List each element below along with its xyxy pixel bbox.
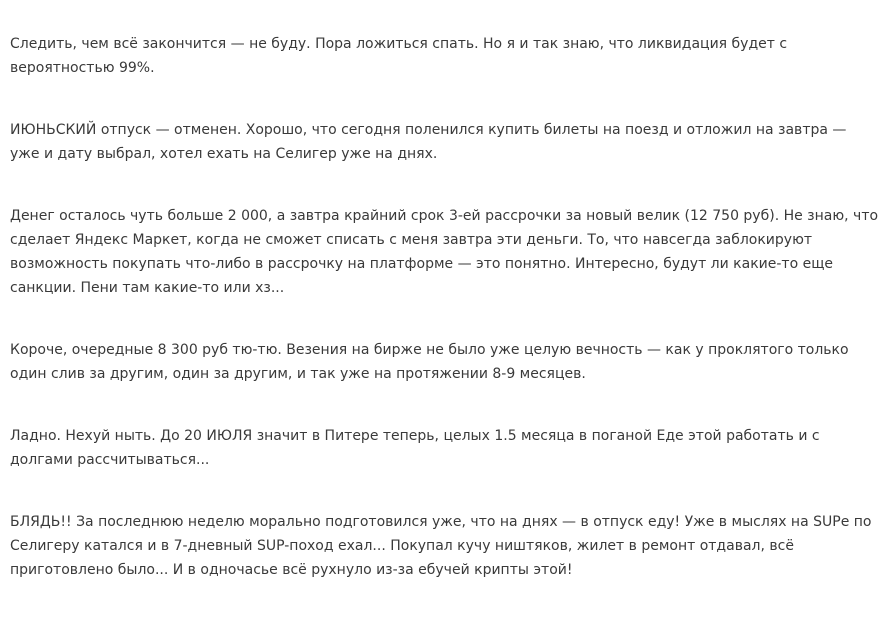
text-line: Денег осталось чуть больше 2 000, а завтра крайний срок 3-ей рассрочки за новый велик (12 750 руб). Не знаю, что <box>10 208 878 224</box>
paragraph-5 <box>10 424 820 472</box>
paragraph-1 <box>10 32 810 80</box>
article-body <box>10 32 878 620</box>
text-line: сделает Яндекс Маркет, когда не сможет списать с меня завтра эти деньги. То, что навсегда заблокируют <box>10 232 813 248</box>
text-line: Следить, чем всё закончится — не буду. Пора ложиться спать. Но я и так знаю, что ликвидация будет с <box>10 36 788 52</box>
text-line: ИЮНЬСКИЙ отпуск — отменен. Хорошо, что сегодня поленился купить билеты на поезд и отложил на завтра — <box>10 122 847 138</box>
text-line: приготовлено было... И в одночасье всё рухнуло из-за ебучей крипты этой! <box>10 562 573 578</box>
paragraph-6 <box>10 510 872 582</box>
text-line: уже и дату выбрал, хотел ехать на Селигер уже на днях. <box>10 146 438 162</box>
text-line: долгами рассчитываться... <box>10 452 210 468</box>
text-line: Короче, очередные 8 300 руб тю-тю. Везения на бирже не было уже целую вечность — как у проклятого только <box>10 342 849 358</box>
paragraph-2 <box>10 118 847 166</box>
paragraph-3 <box>10 204 878 300</box>
text-line: Ладно. Нехуй ныть. До 20 ИЮЛЯ значит в Питере теперь, целых 1.5 месяца в поганой Еде этой работать и с <box>10 428 820 444</box>
paragraph-4 <box>10 338 849 386</box>
text-line: возможность покупать что-либо в рассрочку на платформе — это понятно. Интересно, будут ли какие-то еще <box>10 256 834 272</box>
text-line: вероятностью 99%. <box>10 60 155 76</box>
text-line: Селигеру катался и в 7-дневный SUP-поход ехал... Покупал кучу ништяков, жилет в ремонт отдавал, всё <box>10 538 794 554</box>
text-line: санкции. Пени там какие-то или хз... <box>10 280 285 296</box>
text-line: один слив за другим, один за другим, и так уже на протяжении 8-9 месяцев. <box>10 366 586 382</box>
text-line: БЛЯДЬ!! За последнюю неделю морально подготовился уже, что на днях — в отпуск еду! Уже в мыслях на SUPе по <box>10 514 872 530</box>
